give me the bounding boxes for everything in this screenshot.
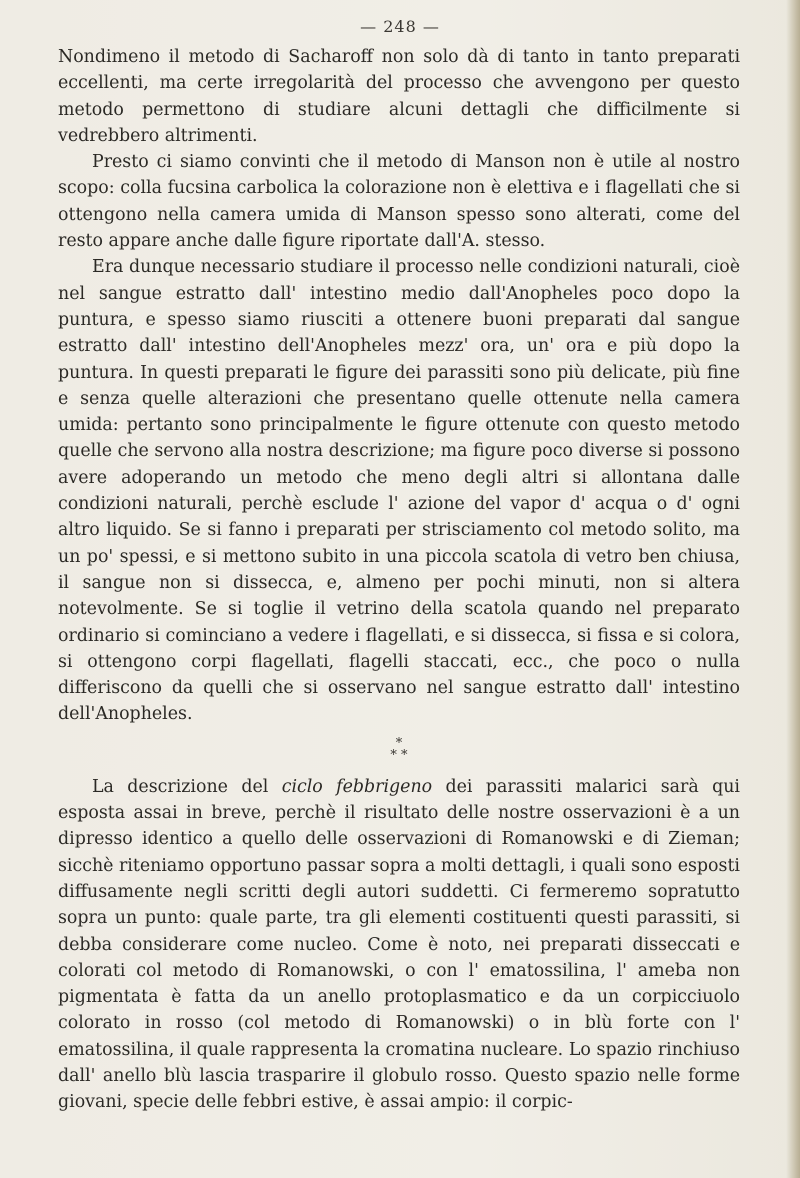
paragraph-4	[58, 774, 740, 1116]
page-number: — 248 —	[360, 17, 440, 36]
paragraph-3: Era dunque necessario studiare il processo nelle condizioni naturali, cioè nel sangue estratto dall' intestino medio dall'Anopheles poco dopo la puntura, e spesso siamo riusciti a ottenere buoni preparati dal sangue estratto dall' intestino dell'Anopheles mezz' ora, un' ora e più dopo la puntura. In questi preparati le figure dei parassiti sono più delicate, più fine e senza quelle alterazioni che presentano quelle ottenute nella camera umida: pertanto sono principalmente le figure ottenute con questo metodo quelle che servono alla nostra descrizione; ma figure poco diverse si possono avere adoperando un metodo che meno degli altri si allontana dalle condizioni naturali, perchè esclude l' azione del vapor d' acqua o d' ogni altro liquido. Se si fanno i preparati per strisciamento col metodo solito, ma un po' spessi, e si mettono subito in una piccola scatola di vetro ben chiusa, il sangue non si dissecca, e, almeno per pochi minuti, non si altera notevolmente. Se si toglie il vetrino della scatola quando nel preparato ordinario si cominciano a vedere i flagellati, e si dissecca, si fissa e si colora, si ottengono corpi flagellati, flagelli staccati, ecc., che poco o nulla differiscono da quelli che si osservano nel sangue estratto dall' intestino dell'Anopheles.	[58, 257, 740, 725]
section-separator-asterism	[58, 735, 740, 763]
body-text	[58, 44, 740, 1116]
italic-term: ciclo febbrigeno	[281, 776, 433, 797]
paragraph-4-intro: La descrizione del	[92, 776, 282, 797]
asterism-top: *	[395, 735, 403, 751]
paragraph-2: Presto ci siamo convinti che il metodo di Manson non è utile al nostro scopo: colla fucsina carbolica la colorazione non è elettiva e i flagellati che si ottengono nella camera umida di Manson spesso sono alterati, come del resto appare anche dalle figure riportate dall'A. stesso.	[58, 152, 740, 252]
paragraph-1: Nondimeno il metodo di Sacharoff non solo dà di tanto in tanto preparati eccellenti, ma certe irregolarità del processo che avvengono per questo metodo permettono di studiare alcuni dettagli che difficilmente si vedrebbero altrimenti.	[58, 47, 740, 146]
asterism-bottom: * *	[390, 747, 408, 763]
paragraph-4-rest: dei parassiti malarici sarà qui esposta assai in breve, perchè il risultato delle nostre osservazioni è a un dipresso identico a quello delle osservazioni di Romanowski e di Zieman; sicchè riteniamo opportuno passar sopra a molti dettagli, i quali sono esposti diffusamente negli scritti degli autori suddetti. Ci fermeremo sopratutto sopra un punto: quale parte, tra gli elementi costituenti questi parassiti, si debba considerare come nucleo. Come è noto, nei preparati disseccati e colorati col metodo di Romanowski, o con l' ematossilina, l' ameba non pigmentata è fatta da un anello protoplasmatico e da un corpicciuolo colorato in rosso (col metodo di Romanowski) o in blù forte con l' ematossilina, il quale rappresenta la cromatina nucleare. Lo spazio rinchiuso dall' anello blù lascia trasparire il globulo rosso. Questo spazio nelle forme giovani, specie delle febbri estive, è assai ampio: il corpic-	[58, 776, 740, 1113]
page-edge-shadow	[786, 0, 800, 1178]
